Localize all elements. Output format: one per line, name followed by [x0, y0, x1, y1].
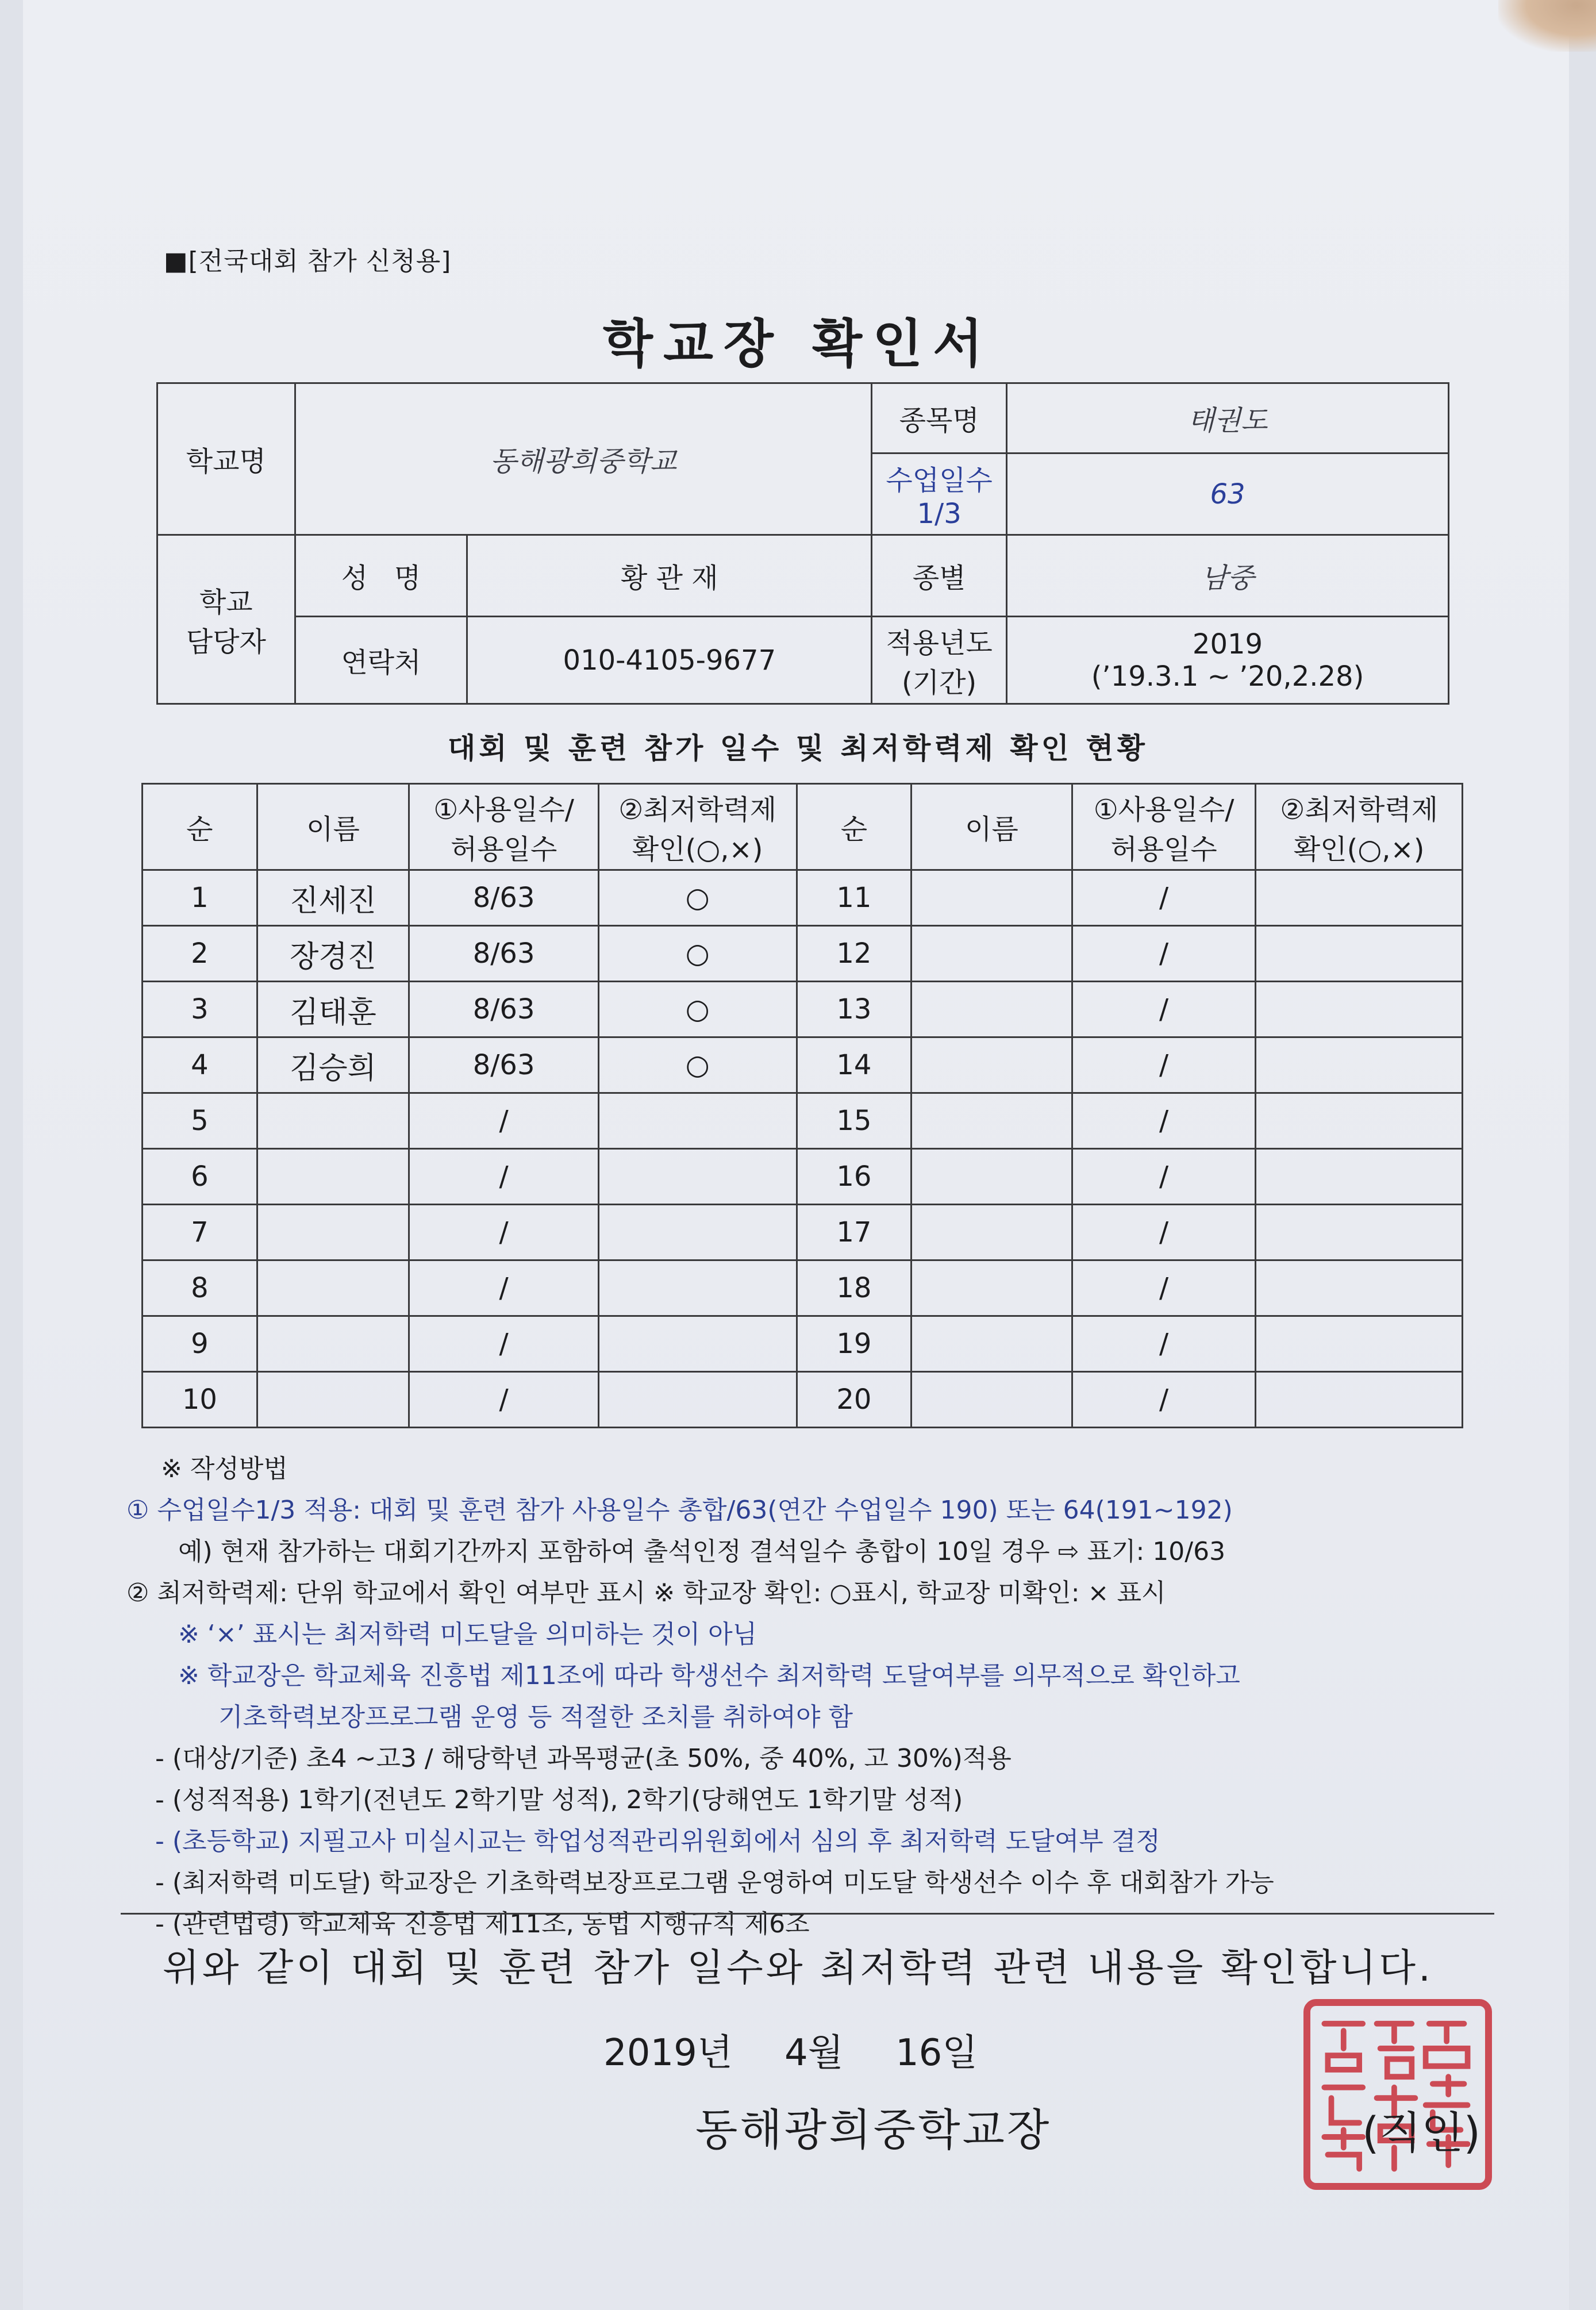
row-name-right — [912, 1037, 1072, 1093]
classdays-label — [872, 453, 1007, 535]
row-check-right — [1256, 1372, 1463, 1428]
row-no: 3 — [143, 982, 257, 1037]
row-days-right: / — [1072, 1205, 1256, 1260]
row-name — [257, 1093, 409, 1149]
row-check-right — [1256, 926, 1463, 982]
row-days: 8/63 — [409, 870, 599, 926]
row-name-right — [912, 926, 1072, 982]
sport-value: 태권도 — [1007, 383, 1449, 453]
row-name: 김태훈 — [257, 982, 409, 1037]
row-no-right: 19 — [797, 1316, 912, 1372]
table-row — [143, 982, 1463, 1037]
classdays-label-2: 1/3 — [917, 498, 962, 530]
table-row — [143, 870, 1463, 926]
note-bullet-3: - (초등학교) 지필고사 미실시교는 학업성적관리위원회에서 심의 후 최저학력 도달여부 결정 — [155, 1827, 1160, 1856]
col-days-1: ①사용일수/ — [433, 793, 574, 826]
row-no: 5 — [143, 1093, 257, 1149]
row-days: / — [409, 1260, 599, 1316]
row-days: / — [409, 1316, 599, 1372]
contact-label: 연락처 — [295, 617, 467, 704]
col-no: 순 — [143, 784, 257, 870]
row-no: 1 — [143, 870, 257, 926]
col-days — [409, 784, 599, 870]
thumb-shadow — [1498, 0, 1596, 52]
footer-divider — [121, 1913, 1494, 1915]
year-value-1: 2019 — [1192, 628, 1263, 660]
name-label: 성 명 — [295, 535, 467, 617]
note-2-c: ※ 학교장은 학교체육 진흥법 제11조에 따라 학생선수 최저학력 도달여부를 의무적으로 확인하고 — [178, 1661, 1240, 1690]
confirm-statement: 위와 같이 대회 및 훈련 참가 일수와 최저학력 관련 내용을 확인합니다. — [163, 1946, 1433, 1990]
row-no-right: 13 — [797, 982, 912, 1037]
manager-label-2: 담당자 — [186, 625, 266, 658]
gender-value: 남중 — [1007, 535, 1449, 617]
year-label-2: (기간) — [902, 666, 977, 699]
manager-label — [157, 535, 295, 704]
row-no: 9 — [143, 1316, 257, 1372]
row-check: ○ — [598, 1037, 797, 1093]
row-name — [257, 1149, 409, 1205]
table-row — [143, 1260, 1463, 1316]
note-1-example: 예) 현재 참가하는 대회기간까지 포함하여 출석인정 결석일수 총합이 10일 경우 ⇨ 표기: 10/63 — [178, 1537, 1226, 1566]
col-days-right-2: 허용일수 — [1110, 833, 1217, 866]
row-days-right: / — [1072, 1149, 1256, 1205]
row-name: 진세진 — [257, 870, 409, 926]
note-1: ① 수업일수1/3 적용: 대회 및 훈련 참가 사용일수 총합/63(연간 수업일수 190) 또는 64(191~192) — [126, 1496, 1233, 1525]
row-check-right — [1256, 1205, 1463, 1260]
note-2: ② 최저학력제: 단위 학교에서 확인 여부만 표시 ※ 학교장 확인: ○표시, 학교장 미확인: × 표시 — [126, 1578, 1166, 1608]
section-title: 대회 및 훈련 참가 일수 및 최저학력제 확인 현황 — [448, 732, 1148, 765]
row-name — [257, 1260, 409, 1316]
row-check-right — [1256, 1260, 1463, 1316]
notes-block — [126, 1448, 1506, 1945]
row-check-right — [1256, 1149, 1463, 1205]
row-days-right: / — [1072, 982, 1256, 1037]
row-check-right — [1256, 1037, 1463, 1093]
row-check — [598, 1205, 797, 1260]
gender-label: 종별 — [872, 535, 1007, 617]
row-days: / — [409, 1149, 599, 1205]
participation-table — [141, 783, 1463, 1428]
note-bullet-1: - (대상/기준) 초4 ~고3 / 해당학년 과목평균(초 50%, 중 40%, 고 30%)적용 — [155, 1744, 1012, 1773]
year-value-2: (’19.3.1 ~ ’20,2.28) — [1091, 660, 1364, 693]
row-name-right — [912, 870, 1072, 926]
table-row — [143, 1372, 1463, 1428]
classdays-label-1: 수업일수 — [886, 464, 993, 497]
row-check — [598, 1093, 797, 1149]
row-name — [257, 1316, 409, 1372]
row-check-right — [1256, 982, 1463, 1037]
col-days-right-1: ①사용일수/ — [1093, 793, 1235, 826]
row-days-right: / — [1072, 1260, 1256, 1316]
col-check — [598, 784, 797, 870]
official-seal — [1303, 1999, 1492, 2190]
row-check-right — [1256, 1093, 1463, 1149]
row-no-right: 17 — [797, 1205, 912, 1260]
row-no-right: 16 — [797, 1149, 912, 1205]
row-days: 8/63 — [409, 982, 599, 1037]
row-days: 8/63 — [409, 1037, 599, 1093]
row-no: 8 — [143, 1260, 257, 1316]
row-no: 2 — [143, 926, 257, 982]
col-days-2: 허용일수 — [450, 833, 557, 866]
row-name — [257, 1205, 409, 1260]
row-days: / — [409, 1372, 599, 1428]
table-row — [143, 926, 1463, 982]
row-check — [598, 1372, 797, 1428]
row-check: ○ — [598, 982, 797, 1037]
classdays-value: 63 — [1007, 453, 1449, 535]
col-check-right-2: 확인(○,×) — [1293, 833, 1425, 866]
row-no-right: 12 — [797, 926, 912, 982]
row-check: ○ — [598, 870, 797, 926]
col-check-1: ②최저학력제 — [618, 793, 777, 826]
row-name-right — [912, 1372, 1072, 1428]
school-label: 학교명 — [157, 383, 295, 535]
official-seal-label: (직인) — [1362, 2107, 1481, 2158]
table-row — [143, 1205, 1463, 1260]
row-days-right: / — [1072, 1037, 1256, 1093]
table-header-row — [143, 784, 1463, 870]
notes-heading: ※ 작성방법 — [161, 1454, 288, 1483]
contact-value: 010-4105-9677 — [467, 617, 872, 704]
note-bullet-4: - (최저학력 미도달) 학교장은 기초학력보장프로그램 운영하여 미도달 학생선수 이수 후 대회참가 가능 — [155, 1868, 1274, 1897]
row-days: 8/63 — [409, 926, 599, 982]
issue-date — [603, 2023, 1018, 2076]
row-days-right: / — [1072, 1372, 1256, 1428]
note-bullet-5: - (관련법령) 학교체육 진흥법 제11조, 동법 시행규칙 제6조 — [155, 1909, 810, 1939]
table-row — [143, 1149, 1463, 1205]
row-days-right: / — [1072, 1093, 1256, 1149]
col-check-2: 확인(○,×) — [632, 833, 763, 866]
row-no-right: 11 — [797, 870, 912, 926]
col-no-right: 순 — [797, 784, 912, 870]
year-label — [872, 617, 1007, 704]
row-name-right — [912, 1316, 1072, 1372]
col-check-right-1: ②최저학력제 — [1280, 793, 1439, 826]
application-tag: ■[전국대회 참가 신청용] — [164, 247, 452, 276]
row-check — [598, 1316, 797, 1372]
row-no-right: 18 — [797, 1260, 912, 1316]
row-no-right: 20 — [797, 1372, 912, 1428]
row-check: ○ — [598, 926, 797, 982]
row-days-right: / — [1072, 1316, 1256, 1372]
row-no: 10 — [143, 1372, 257, 1428]
row-name-right — [912, 1093, 1072, 1149]
row-check — [598, 1260, 797, 1316]
row-name-right — [912, 1205, 1072, 1260]
row-days: / — [409, 1093, 599, 1149]
table-row — [143, 1316, 1463, 1372]
col-check-right — [1256, 784, 1463, 870]
row-no: 6 — [143, 1149, 257, 1205]
row-name-right — [912, 1260, 1072, 1316]
note-2-d: 기초학력보장프로그램 운영 등 적절한 조치를 취하여야 함 — [218, 1702, 853, 1732]
table-row — [143, 1093, 1463, 1149]
row-name: 장경진 — [257, 926, 409, 982]
col-days-right — [1072, 784, 1256, 870]
row-days: / — [409, 1205, 599, 1260]
table-row — [143, 1037, 1463, 1093]
note-2-b: ※ ‘×’ 표시는 최저학력 미도달을 의미하는 것이 아님 — [178, 1620, 757, 1649]
principal-name: 동해광희중학교장 — [695, 2104, 1052, 2155]
row-no-right: 14 — [797, 1037, 912, 1093]
name-value: 황 관 재 — [467, 535, 872, 617]
row-check-right — [1256, 870, 1463, 926]
date-month: 4월 — [784, 2032, 844, 2074]
row-days-right: / — [1072, 870, 1256, 926]
row-days-right: / — [1072, 926, 1256, 982]
row-check — [598, 1149, 797, 1205]
date-year: 2019년 — [603, 2032, 733, 2074]
row-check-right — [1256, 1316, 1463, 1372]
row-no-right: 15 — [797, 1093, 912, 1149]
row-name — [257, 1372, 409, 1428]
col-name: 이름 — [257, 784, 409, 870]
row-name-right — [912, 982, 1072, 1037]
row-no: 4 — [143, 1037, 257, 1093]
document-title: 학교장 확인서 — [603, 314, 993, 374]
row-name-right — [912, 1149, 1072, 1205]
row-no: 7 — [143, 1205, 257, 1260]
date-day: 16일 — [895, 2032, 978, 2074]
row-name: 김승희 — [257, 1037, 409, 1093]
info-table — [156, 382, 1449, 705]
sport-label: 종목명 — [872, 383, 1007, 453]
school-value: 동해광희중학교 — [295, 383, 872, 535]
year-value — [1007, 617, 1449, 704]
manager-label-1: 학교 — [199, 586, 253, 618]
year-label-1: 적용년도 — [886, 626, 993, 659]
col-name-right: 이름 — [912, 784, 1072, 870]
note-bullet-2: - (성적적용) 1학기(전년도 2학기말 성적), 2학기(당해연도 1학기말 성적) — [155, 1785, 963, 1815]
